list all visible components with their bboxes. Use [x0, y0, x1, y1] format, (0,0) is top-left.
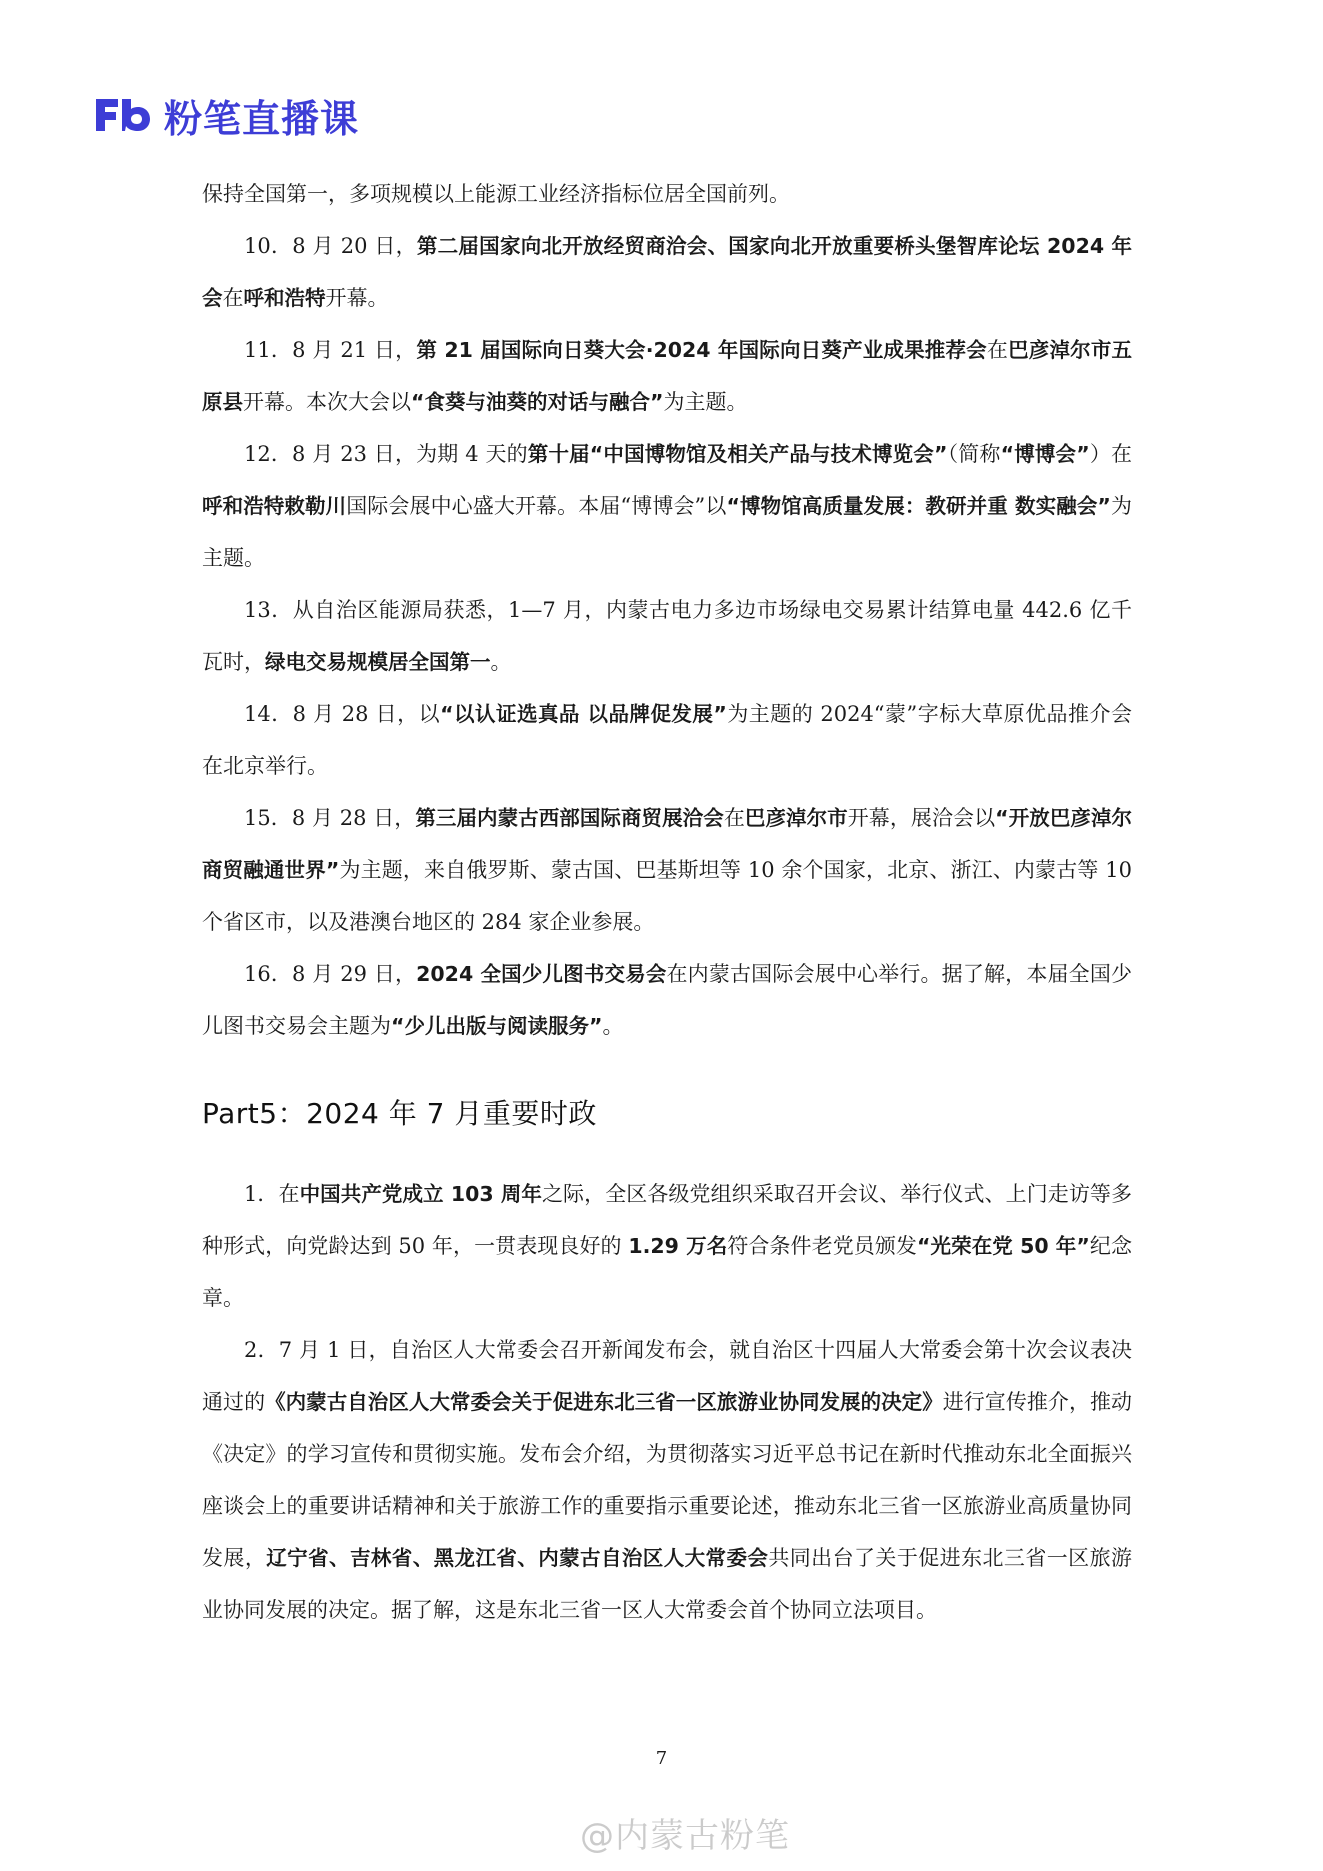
bold-text: 第 21 届国际向日葵大会·2024 年国际向日葵产业成果推荐会 [416, 338, 987, 362]
text-segment: 开幕。 [325, 286, 389, 310]
bold-text: 第三届内蒙古西部国际商贸展洽会 [415, 806, 724, 830]
text-segment: 纪念章。 [202, 1234, 1133, 1310]
text-segment: 16．8 月 29 日， [244, 962, 417, 986]
bold-text: 第二届国家向北开放经贸商洽会、国家向北开放重要桥头堡智库论坛 2024 年会 [202, 234, 1132, 310]
text-segment: 13．从自治区能源局获悉，1—7 月，内蒙古电力多边市场绿电交易累计结算电量 442.6 亿千瓦时， [202, 598, 1132, 674]
text-segment: 为主题的 2024“蒙”字标大草原优品推介会在北京举行。 [202, 702, 1132, 778]
bold-text: 《内蒙古自治区人大常委会关于促进东北三省一区旅游业协同发展的决定》 [265, 1390, 943, 1414]
paragraph [202, 220, 1132, 324]
weibo-watermark: @内蒙古粉笔 [580, 1816, 790, 1856]
bold-text: 巴彦淖尔市五原县 [202, 338, 1133, 414]
paragraph [202, 1324, 1132, 1636]
text-segment: 开幕。本次大会以 [243, 390, 411, 414]
bold-text: “以认证选真品 以品牌促发展” [440, 702, 727, 726]
paragraph [202, 168, 1132, 220]
bold-text: 2024 全国少儿图书交易会 [416, 962, 667, 986]
text-segment: 14．8 月 28 日，以 [244, 702, 441, 726]
text-segment: 进行宣传推介，推动《决定》的学习宣传和贯彻实施。发布会介绍，为贯彻落实习近平总书记在新时代推动东北全面振兴座谈会上的重要讲话精神和关于旅游工作的重要指示重要论述，推动东北三省一区旅游业高质量协同发展， [202, 1390, 1133, 1570]
text-segment: 之际，全区各级党组织采取召开会议、举行仪式、上门走访等多种形式，向党龄达到 50 年，一贯表现良好的 [202, 1182, 1132, 1258]
text-segment: 10．8 月 20 日， [244, 234, 417, 258]
text-segment: 在 [986, 338, 1009, 362]
paragraph [202, 428, 1132, 584]
text-segment: 1．在 [244, 1182, 300, 1206]
bold-text: “光荣在党 50 年” [917, 1234, 1090, 1258]
text-segment: 共同出台了关于促进东北三省一区旅游业协同发展的决定。据了解，这是东北三省一区人大常委会首个协同立法项目。 [202, 1546, 1133, 1622]
text-segment: 在内蒙古国际会展中心举行。据了解，本届全国少儿图书交易会主题为 [202, 962, 1132, 1038]
text-segment: 。 [490, 650, 512, 674]
text-segment: 符合条件老党员颁发 [727, 1234, 917, 1258]
text-segment: 保持全国第一，多项规模以上能源工业经济指标位居全国前列。 [202, 182, 790, 206]
bold-text: 中国共产党成立 103 周年 [299, 1182, 542, 1206]
bold-text: “少儿出版与阅读服务” [391, 1014, 603, 1038]
paragraph [202, 948, 1132, 1052]
bold-text: 呼和浩特敕勒川 [202, 494, 347, 518]
bold-text: 绿电交易规模居全国第一 [265, 650, 491, 674]
text-segment: 在 [723, 806, 745, 830]
text-segment: 为主题。 [663, 390, 748, 414]
fb-logo-icon [94, 95, 152, 135]
bold-text: “博博会” [1000, 442, 1090, 466]
paragraph [202, 792, 1132, 948]
news-list-july [202, 1168, 1132, 1636]
text-segment: 开幕，展洽会以 [847, 806, 996, 830]
text-segment: 为主题。 [202, 494, 1133, 570]
paragraph [202, 584, 1132, 688]
brand-name: 粉笔直播课 [164, 96, 360, 141]
bold-text: 第十届“中国博物馆及相关产品与技术博览会” [527, 442, 948, 466]
paragraph [202, 688, 1132, 792]
text-segment: （简称 [947, 442, 1001, 466]
bold-text: 呼和浩特 [243, 286, 326, 310]
text-segment: 为主题，来自俄罗斯、蒙古国、巴基斯坦等 10 余个国家，北京、浙江、内蒙古等 10 个省区市，以及港澳台地区的 284 家企业参展。 [202, 858, 1133, 934]
bold-text: 辽宁省、吉林省、黑龙江省、内蒙古自治区人大常委会 [266, 1546, 769, 1570]
section-title: Part5：2024 年 7 月重要时政 [202, 1097, 597, 1130]
brand-logo [94, 92, 360, 141]
text-segment: ）在 [1089, 442, 1133, 466]
bold-text: “博物馆高质量发展：教研并重 数实融会” [726, 494, 1111, 518]
text-segment: 国际会展中心盛大开幕。本届“博博会”以 [346, 494, 727, 518]
bold-text: “开放巴彦淖尔 商贸融通世界” [202, 806, 1133, 882]
text-segment: 12．8 月 23 日，为期 4 天的 [244, 442, 528, 466]
page-number: 7 [655, 1748, 668, 1769]
paragraph [202, 1168, 1132, 1324]
paragraph [202, 324, 1132, 428]
text-segment: 11．8 月 21 日， [244, 338, 417, 362]
document-body [202, 168, 1132, 1636]
bold-text: “食葵与油葵的对话与融合” [411, 390, 664, 414]
text-segment: 在 [222, 286, 244, 310]
text-segment: 15．8 月 28 日， [244, 806, 416, 830]
news-list-august [202, 168, 1132, 1052]
bold-text: 1.29 万名 [628, 1234, 728, 1258]
text-segment: 2．7 月 1 日，自治区人大常委会召开新闻发布会，就自治区十四届人大常委会第十次会议表决通过的 [202, 1338, 1132, 1414]
text-segment: 。 [602, 1014, 624, 1038]
bold-text: 巴彦淖尔市 [744, 806, 848, 830]
